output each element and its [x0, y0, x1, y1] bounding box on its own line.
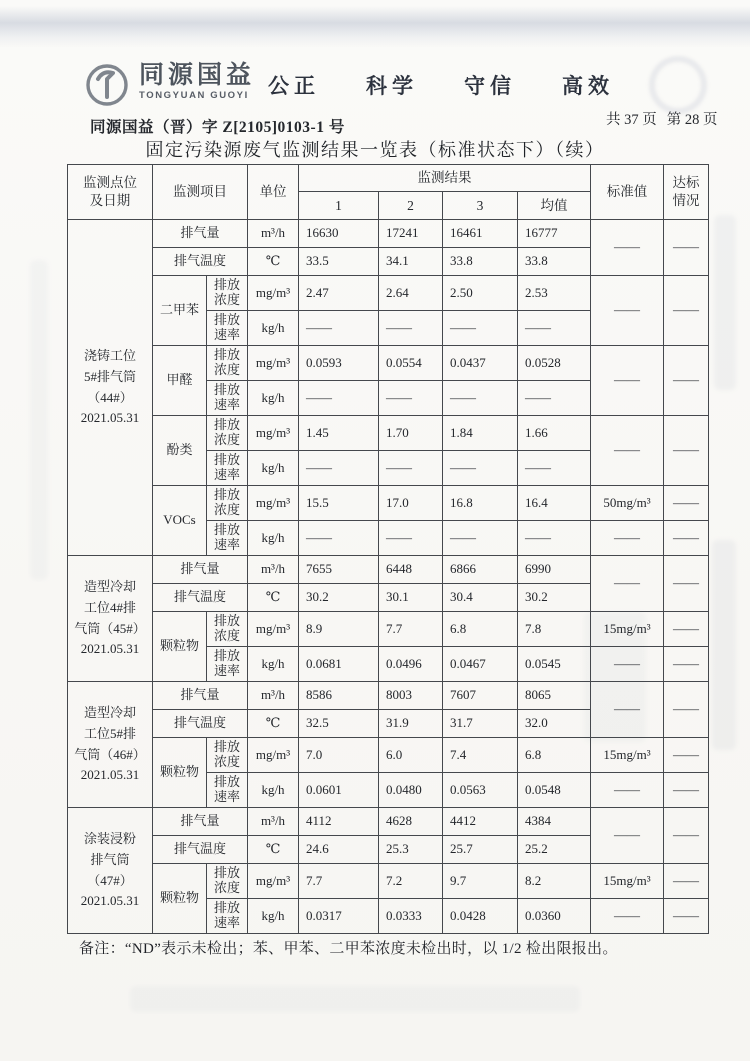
- value-cell: 0.0496: [379, 647, 443, 682]
- pollutant-name: 二甲苯: [153, 276, 207, 346]
- bleedthrough-logo-artifact: [649, 56, 707, 114]
- unit-cell: mg/m³: [248, 486, 299, 521]
- value-cell: ——: [379, 521, 443, 556]
- value-cell: 2.50: [443, 276, 518, 311]
- value-cell: 0.0360: [518, 899, 591, 934]
- std-cell: ——: [591, 416, 664, 486]
- pagination: [606, 108, 718, 129]
- value-cell: 30.4: [443, 584, 518, 612]
- value-cell: 0.0480: [379, 773, 443, 808]
- item-label: 排气量: [153, 808, 248, 836]
- comp-cell: ——: [664, 808, 709, 864]
- std-cell: ——: [591, 556, 664, 612]
- value-cell: 0.0563: [443, 773, 518, 808]
- value-cell: ——: [518, 311, 591, 346]
- slogan-word: 公正: [268, 75, 320, 98]
- value-cell: 16461: [443, 220, 518, 248]
- value-cell: 7655: [299, 556, 379, 584]
- value-cell: ——: [299, 451, 379, 486]
- unit-cell: kg/h: [248, 521, 299, 556]
- pollutant-name: VOCs: [153, 486, 207, 556]
- std-cell: ——: [591, 647, 664, 682]
- value-cell: 1.45: [299, 416, 379, 451]
- header-unit: 单位: [248, 165, 299, 220]
- pollutant-name: 颗粒物: [153, 738, 207, 808]
- value-cell: 0.0467: [443, 647, 518, 682]
- report-title: 固定污染源废气监测结果一览表（标准状态下）（续）: [145, 140, 605, 160]
- comp-cell: ——: [664, 346, 709, 416]
- company-logo: [84, 62, 255, 113]
- value-cell: 0.0681: [299, 647, 379, 682]
- sub-label: 排放速率: [207, 773, 248, 808]
- sub-label: 排放浓度: [207, 612, 248, 647]
- value-cell: ——: [443, 451, 518, 486]
- value-cell: 33.5: [299, 248, 379, 276]
- value-cell: 30.1: [379, 584, 443, 612]
- value-cell: 8586: [299, 682, 379, 710]
- value-cell: 25.3: [379, 836, 443, 864]
- header-site: 监测点位 及日期: [68, 165, 153, 220]
- table-row: [68, 738, 709, 773]
- table-row: [68, 220, 709, 248]
- table-row: [68, 486, 709, 521]
- std-cell: ——: [591, 808, 664, 864]
- value-cell: ——: [518, 451, 591, 486]
- value-cell: 4384: [518, 808, 591, 836]
- comp-cell: ——: [664, 647, 709, 682]
- value-cell: 0.0437: [443, 346, 518, 381]
- site-cell: 造型冷却 工位4#排 气筒（45#） 2021.05.31: [68, 556, 153, 682]
- value-cell: 4112: [299, 808, 379, 836]
- std-cell: ——: [591, 682, 664, 738]
- value-cell: 6866: [443, 556, 518, 584]
- table-row: [68, 276, 709, 311]
- footnote: 备注：“ND”表示未检出；苯、甲苯、二甲苯浓度未检出时，以 1/2 检出限报出。: [79, 941, 618, 957]
- value-cell: 8.2: [518, 864, 591, 899]
- value-cell: 7.7: [299, 864, 379, 899]
- value-cell: 30.2: [299, 584, 379, 612]
- comp-cell: ——: [664, 682, 709, 738]
- pages-total: 共 37 页: [606, 112, 657, 128]
- value-cell: 16630: [299, 220, 379, 248]
- table-row: [68, 808, 709, 836]
- pollutant-name: 甲醛: [153, 346, 207, 416]
- value-cell: 8.9: [299, 612, 379, 647]
- comp-cell: ——: [664, 556, 709, 612]
- bleedthrough-artifact: [30, 260, 48, 580]
- value-cell: 0.0601: [299, 773, 379, 808]
- table-row: [68, 556, 709, 584]
- unit-cell: kg/h: [248, 311, 299, 346]
- header-average: 均值: [518, 192, 591, 220]
- pollutant-name: 酚类: [153, 416, 207, 486]
- value-cell: 24.6: [299, 836, 379, 864]
- value-cell: 17241: [379, 220, 443, 248]
- pollutant-name: 颗粒物: [153, 864, 207, 934]
- value-cell: 0.0333: [379, 899, 443, 934]
- scan-shadow-band: [0, 6, 750, 48]
- slogan-word: 科学: [366, 75, 418, 98]
- std-cell: 50mg/m³: [591, 486, 664, 521]
- tongyuan-logo-icon: [84, 62, 130, 113]
- value-cell: ——: [379, 451, 443, 486]
- comp-cell: ——: [664, 612, 709, 647]
- value-cell: ——: [299, 381, 379, 416]
- unit-cell: kg/h: [248, 381, 299, 416]
- value-cell: 34.1: [379, 248, 443, 276]
- sub-label: 排放浓度: [207, 276, 248, 311]
- comp-cell: ——: [664, 899, 709, 934]
- header-sample-2: 2: [379, 192, 443, 220]
- unit-cell: kg/h: [248, 773, 299, 808]
- sub-label: 排放速率: [207, 647, 248, 682]
- value-cell: 25.7: [443, 836, 518, 864]
- table-header-row: [68, 165, 709, 192]
- value-cell: 31.7: [443, 710, 518, 738]
- value-cell: 15.5: [299, 486, 379, 521]
- unit-cell: mg/m³: [248, 738, 299, 773]
- value-cell: ——: [299, 521, 379, 556]
- unit-cell: ℃: [248, 248, 299, 276]
- value-cell: 17.0: [379, 486, 443, 521]
- item-label: 排气温度: [153, 584, 248, 612]
- sub-label: 排放速率: [207, 899, 248, 934]
- sub-label: 排放浓度: [207, 864, 248, 899]
- value-cell: 0.0593: [299, 346, 379, 381]
- sub-label: 排放速率: [207, 451, 248, 486]
- sub-label: 排放速率: [207, 381, 248, 416]
- value-cell: 6448: [379, 556, 443, 584]
- unit-cell: kg/h: [248, 647, 299, 682]
- table-row: [68, 416, 709, 451]
- value-cell: 31.9: [379, 710, 443, 738]
- unit-cell: mg/m³: [248, 276, 299, 311]
- value-cell: 9.7: [443, 864, 518, 899]
- pollutant-name: 颗粒物: [153, 612, 207, 682]
- value-cell: 7.0: [299, 738, 379, 773]
- header-comp: 达标 情况: [664, 165, 709, 220]
- value-cell: 0.0428: [443, 899, 518, 934]
- slogan-word: 高效: [562, 75, 614, 98]
- value-cell: 33.8: [518, 248, 591, 276]
- value-cell: 8003: [379, 682, 443, 710]
- value-cell: 0.0528: [518, 346, 591, 381]
- value-cell: 32.0: [518, 710, 591, 738]
- site-cell: 造型冷却 工位5#排 气筒（46#） 2021.05.31: [68, 682, 153, 808]
- table-row: [68, 682, 709, 710]
- bleedthrough-artifact: [712, 540, 736, 750]
- comp-cell: ——: [664, 864, 709, 899]
- std-cell: 15mg/m³: [591, 864, 664, 899]
- value-cell: 2.64: [379, 276, 443, 311]
- value-cell: 16.8: [443, 486, 518, 521]
- logo-english-name: TONGYUAN GUOYI: [139, 90, 249, 102]
- site-cell: 浇铸工位 5#排气筒 （44#） 2021.05.31: [68, 220, 153, 556]
- header-sample-1: 1: [299, 192, 379, 220]
- item-label: 排气量: [153, 556, 248, 584]
- value-cell: ——: [379, 381, 443, 416]
- value-cell: 6990: [518, 556, 591, 584]
- sub-label: 排放速率: [207, 521, 248, 556]
- value-cell: 1.66: [518, 416, 591, 451]
- unit-cell: m³/h: [248, 682, 299, 710]
- comp-cell: ——: [664, 220, 709, 276]
- value-cell: 16777: [518, 220, 591, 248]
- sub-label: 排放浓度: [207, 346, 248, 381]
- value-cell: 0.0545: [518, 647, 591, 682]
- value-cell: 7.7: [379, 612, 443, 647]
- value-cell: ——: [299, 311, 379, 346]
- unit-cell: mg/m³: [248, 416, 299, 451]
- unit-cell: ℃: [248, 836, 299, 864]
- value-cell: 33.8: [443, 248, 518, 276]
- value-cell: ——: [518, 521, 591, 556]
- value-cell: 25.2: [518, 836, 591, 864]
- value-cell: 32.5: [299, 710, 379, 738]
- header-sample-3: 3: [443, 192, 518, 220]
- unit-cell: kg/h: [248, 899, 299, 934]
- std-cell: ——: [591, 220, 664, 276]
- table-row: [68, 346, 709, 381]
- slogan-word: 守信: [464, 75, 516, 98]
- item-label: 排气量: [153, 220, 248, 248]
- item-label: 排气温度: [153, 248, 248, 276]
- value-cell: ——: [443, 311, 518, 346]
- bleedthrough-artifact: [130, 986, 580, 1012]
- unit-cell: m³/h: [248, 220, 299, 248]
- value-cell: 16.4: [518, 486, 591, 521]
- value-cell: 2.47: [299, 276, 379, 311]
- page-current: 第 28 页: [666, 112, 718, 128]
- comp-cell: ——: [664, 738, 709, 773]
- value-cell: ——: [518, 381, 591, 416]
- value-cell: 6.8: [518, 738, 591, 773]
- sub-label: 排放浓度: [207, 738, 248, 773]
- comp-cell: ——: [664, 773, 709, 808]
- value-cell: 1.70: [379, 416, 443, 451]
- header-result: 监测结果: [299, 165, 591, 192]
- std-cell: ——: [591, 521, 664, 556]
- std-cell: 15mg/m³: [591, 738, 664, 773]
- item-label: 排气量: [153, 682, 248, 710]
- slogan: [268, 70, 614, 100]
- header-item: 监测项目: [153, 165, 248, 220]
- value-cell: 7.2: [379, 864, 443, 899]
- unit-cell: kg/h: [248, 451, 299, 486]
- std-cell: ——: [591, 346, 664, 416]
- value-cell: ——: [443, 381, 518, 416]
- unit-cell: mg/m³: [248, 864, 299, 899]
- item-label: 排气温度: [153, 836, 248, 864]
- value-cell: 0.0548: [518, 773, 591, 808]
- value-cell: 4412: [443, 808, 518, 836]
- sub-label: 排放浓度: [207, 486, 248, 521]
- table-row: [68, 864, 709, 899]
- unit-cell: m³/h: [248, 556, 299, 584]
- value-cell: 7607: [443, 682, 518, 710]
- value-cell: ——: [443, 521, 518, 556]
- unit-cell: mg/m³: [248, 346, 299, 381]
- value-cell: 4628: [379, 808, 443, 836]
- sub-label: 排放速率: [207, 311, 248, 346]
- item-label: 排气温度: [153, 710, 248, 738]
- monitoring-results-table: [67, 164, 709, 934]
- std-cell: ——: [591, 773, 664, 808]
- unit-cell: ℃: [248, 584, 299, 612]
- site-cell: 涂装浸粉 排气筒 （47#） 2021.05.31: [68, 808, 153, 934]
- comp-cell: ——: [664, 416, 709, 486]
- header-std: 标准值: [591, 165, 664, 220]
- value-cell: 6.8: [443, 612, 518, 647]
- bleedthrough-artifact: [714, 215, 736, 390]
- value-cell: 7.4: [443, 738, 518, 773]
- unit-cell: ℃: [248, 710, 299, 738]
- value-cell: 0.0317: [299, 899, 379, 934]
- value-cell: 7.8: [518, 612, 591, 647]
- value-cell: 30.2: [518, 584, 591, 612]
- value-cell: ——: [379, 311, 443, 346]
- comp-cell: ——: [664, 521, 709, 556]
- std-cell: ——: [591, 899, 664, 934]
- std-cell: 15mg/m³: [591, 612, 664, 647]
- comp-cell: ——: [664, 276, 709, 346]
- comp-cell: ——: [664, 486, 709, 521]
- value-cell: 8065: [518, 682, 591, 710]
- sub-label: 排放浓度: [207, 416, 248, 451]
- value-cell: 1.84: [443, 416, 518, 451]
- document-number: 同源国益（晋）字 Z[2105]0103-1 号: [90, 119, 345, 136]
- value-cell: 0.0554: [379, 346, 443, 381]
- unit-cell: mg/m³: [248, 612, 299, 647]
- unit-cell: m³/h: [248, 808, 299, 836]
- logo-chinese-name: 同源国益: [139, 61, 256, 89]
- table-row: [68, 612, 709, 647]
- std-cell: ——: [591, 276, 664, 346]
- value-cell: 6.0: [379, 738, 443, 773]
- value-cell: 2.53: [518, 276, 591, 311]
